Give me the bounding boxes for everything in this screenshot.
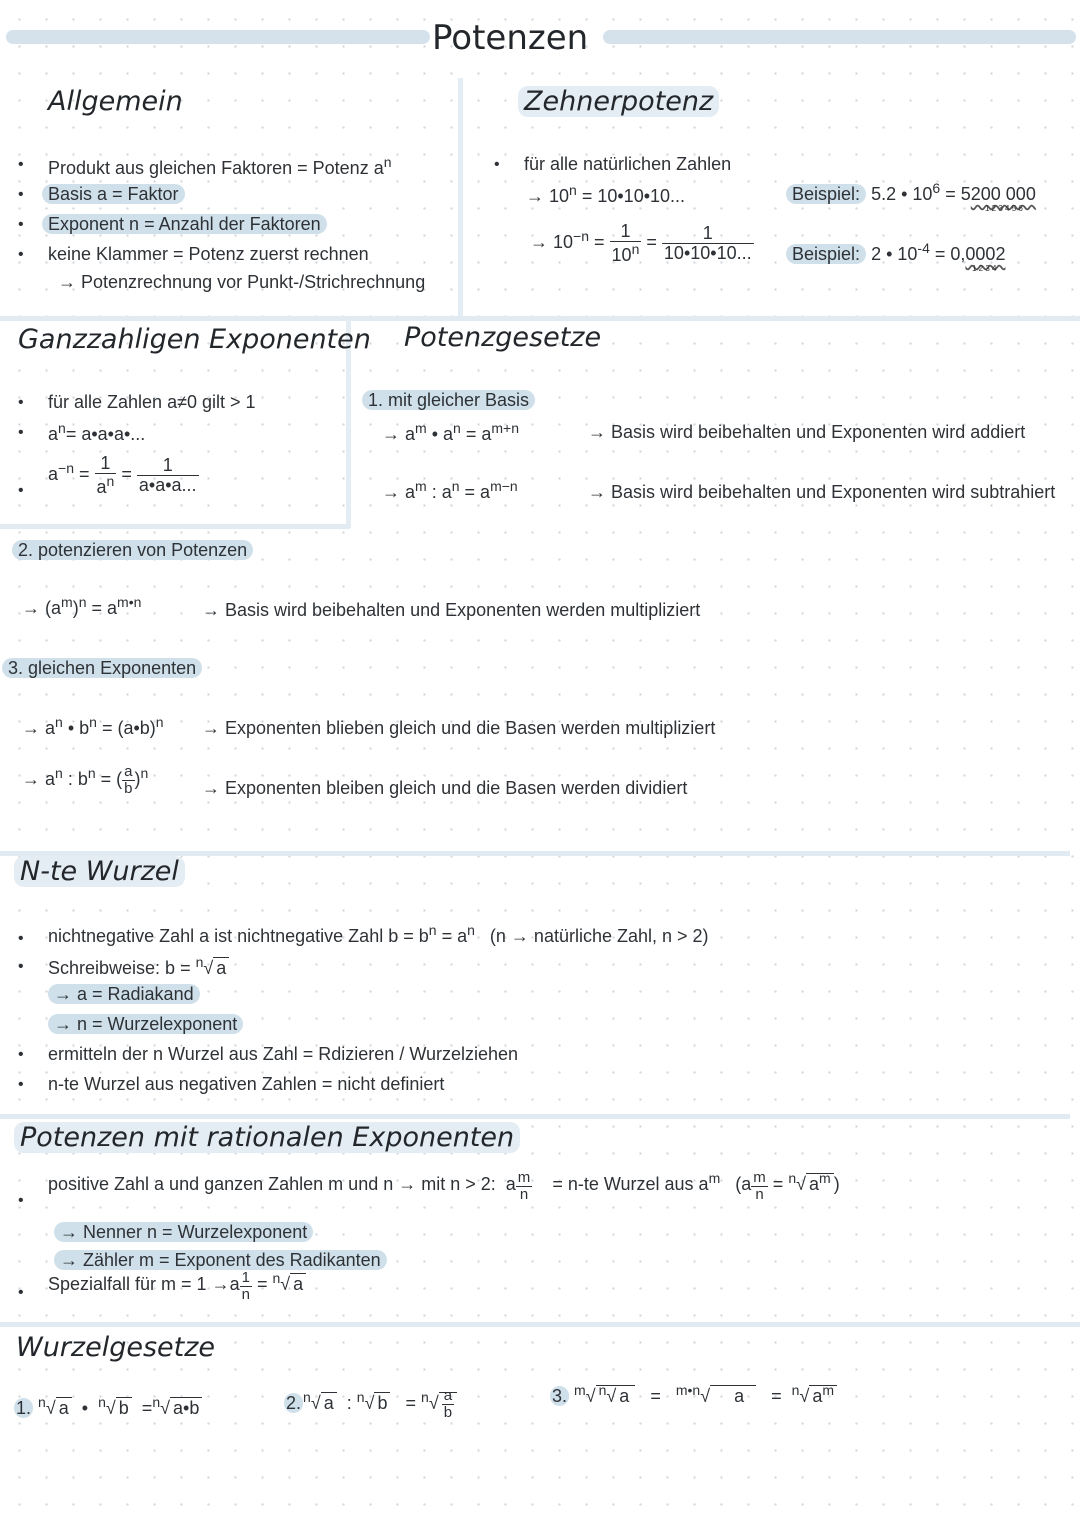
g-r1f2-s2: n <box>451 478 460 494</box>
rational-i4-num: 1 <box>241 1269 250 1286</box>
ganz-f1-den-sup: n <box>106 472 115 489</box>
rational-i1-a: positive Zahl a und ganzen Zahlen m und n → mit n > 2: <box>48 1174 496 1194</box>
wurzel-i1-s1: n <box>428 922 437 938</box>
bullet: • <box>18 186 24 203</box>
zehner-l3-eq2: = <box>646 232 657 253</box>
ganz-f1-den-text: a <box>96 476 107 497</box>
g-r1f1: → a <box>382 424 416 444</box>
ganz-item-2 <box>48 420 145 445</box>
allgemein-item-3-text: Exponent n = Anzahl der Faktoren <box>42 214 327 234</box>
zehner-ex1-sup: 6 <box>932 180 941 196</box>
ganz-f2-den: a•a•a... <box>138 474 197 495</box>
wurzel-i2-rad: a <box>213 957 229 978</box>
divider-h1 <box>0 316 1080 321</box>
g-r1f2-c: = a <box>464 482 491 502</box>
bullet: • <box>18 216 24 233</box>
allgemein-item-3 <box>42 214 327 235</box>
wurzel-item-2: Schreibweise: b = $^n$√ a <box>48 954 229 979</box>
zehner-ex2-a: 2 • 10 <box>871 244 918 264</box>
ganz-i3-eq: = <box>79 464 90 485</box>
ganz-f1-num: 1 <box>95 454 117 474</box>
ganz-f2-num: 1 <box>137 456 199 476</box>
wurzel-i1-a: nichtnegative Zahl a ist nichtnegative Zahl b <box>48 926 399 946</box>
rational-item-1: positive Zahl a und ganzen Zahlen m und n → mit n > 2: a $\frac{m}{n}$ = n-te Wurzel aus $a^m$ (a $\frac{m}{n}$ = $^n$√ $a^m$ ) <box>48 1169 840 1203</box>
gesetze-r3-text-2: → Exponenten bleiben gleich und die Basen werden dividiert <box>202 778 688 798</box>
g-r1f1-s2: n <box>453 420 461 436</box>
g-r3f2-num: a <box>124 763 133 780</box>
bullet: • <box>18 1284 24 1301</box>
rational-i4-den: n <box>241 1285 250 1303</box>
rational-i4-frac <box>240 1270 252 1303</box>
gesetze-r1-text-1: → Basis wird beibehalten und Exponenten wird addiert <box>588 422 1026 442</box>
zehner-ex2-b: = 0, <box>934 244 966 264</box>
rational-i4-idx: n <box>272 1270 281 1286</box>
gesetze-r3-formula-1 <box>22 714 164 739</box>
wg-l3-r2: a <box>710 1385 756 1406</box>
ganz-item-1: für alle Zahlen a≠0 gilt > 1 <box>48 392 256 412</box>
wurzel-i2-idx: n <box>195 954 204 970</box>
rational-i4-base: a <box>229 1274 240 1294</box>
wg-law-1: 1. $^n$√ a • $^n$√ b =$^n$√ a•b <box>14 1394 202 1419</box>
g-r3f2: → a <box>22 769 56 789</box>
g-r3f2-s2: n <box>87 765 96 781</box>
wg-l3-outer: $^n$√ a <box>596 1385 636 1406</box>
wurzel-item-6: n-te Wurzel aus negativen Zahlen = nicht definiert <box>48 1074 445 1094</box>
zehner-ex1-a: 5.2 • 10 <box>871 184 933 204</box>
zehner-f2-den: 10•10•10... <box>663 242 752 263</box>
wg-l3-num: 3. <box>552 1386 568 1406</box>
gesetze-r1-formula-1 <box>382 420 519 445</box>
wg-l1-eq: = <box>141 1398 153 1418</box>
g-r2-b: ) <box>72 598 79 618</box>
ganz-i3-eq2: = <box>121 464 132 485</box>
g-r1f1-s3: m+n <box>491 420 519 436</box>
wg-l2-i2: n <box>356 1389 365 1405</box>
wurzel-i1-c: = a <box>441 926 468 946</box>
gesetze-r3-text-1: → Exponenten blieben gleich und die Basen werden multipliziert <box>202 718 716 738</box>
zehner-f1-den <box>610 242 642 265</box>
gesetze-r1-formula-2 <box>382 478 518 503</box>
wg-law-3: 3. $^m$√ $^n$√ a = $^{m•n}$√ a = $^n$√ $a^m$ <box>550 1382 837 1407</box>
wg-l2-fden: b <box>443 1403 453 1421</box>
ganz-frac-2 <box>137 456 199 495</box>
zehner-heading-text: Zehnerpotenz <box>518 86 719 117</box>
zehner-l2-arrow: → 10 <box>526 186 570 206</box>
bullet: • <box>18 1046 24 1063</box>
g-r1f2-s3: m−n <box>490 478 518 494</box>
wg-l3-r3 <box>809 1382 837 1406</box>
rational-item-3 <box>54 1250 387 1271</box>
gesetze-r3-label <box>2 658 202 679</box>
g-r3f2-den: b <box>124 779 133 797</box>
wurzel-item-4 <box>48 1014 243 1035</box>
zehner-frac-2 <box>662 224 754 263</box>
rational-i4-b: = <box>256 1274 268 1294</box>
allgemein-item-1 <box>48 154 392 179</box>
g-r1f1-b: • a <box>431 424 454 444</box>
divider-h2 <box>0 524 350 529</box>
wurzel-i2-a: Schreibweise: b = <box>48 958 191 978</box>
bullet: • <box>18 246 24 263</box>
rational-i1-prad-text: a <box>809 1174 820 1194</box>
wurzel-heading <box>14 856 185 887</box>
zehner-ex1-c: 200 000 <box>970 184 1036 204</box>
rational-heading-text: Potenzen mit rationalen Exponenten <box>14 1122 520 1153</box>
bullet: • <box>18 1076 24 1093</box>
wg-l1-i1: n <box>38 1394 46 1410</box>
gesetze-r3-formula-2 <box>22 764 148 797</box>
g-r2: → (a <box>22 598 62 618</box>
divider-h4 <box>0 1114 1070 1119</box>
wg-l1-i3: n <box>152 1394 161 1410</box>
g-r3f1-s1: n <box>55 714 63 730</box>
g-r3f2-s1: n <box>55 765 63 781</box>
wurzel-i1-b: = b <box>403 926 429 946</box>
rational-i1-s: m <box>708 1170 721 1186</box>
wg-l3-eq1: = <box>650 1386 661 1406</box>
bullet: • <box>494 156 500 173</box>
gesetze-r2-text: → Basis wird beibehalten und Exponenten werden multipliziert <box>202 600 701 620</box>
zehner-l2-rest: = 10•10•10... <box>581 186 686 206</box>
allgemein-item-2 <box>42 184 185 205</box>
ganz-i3-a: a <box>48 464 59 485</box>
wg-l3-i1: m <box>574 1382 586 1398</box>
divider-h5 <box>0 1322 1080 1327</box>
zehner-line-2 <box>526 182 685 207</box>
zehner-frac-1 <box>610 222 642 265</box>
wg-l3-r3-s: m <box>822 1382 835 1398</box>
ganz-i3-sup: −n <box>58 460 74 477</box>
zehner-ex2-marks: 1 2 3 4 <box>972 264 997 273</box>
g-r3f2-s3: n <box>140 765 149 781</box>
allgemein-item-1-text: Produkt aus gleichen Faktoren = Potenz a <box>48 158 384 178</box>
g-r3f2-b: : b <box>67 769 88 789</box>
page-title: Potenzen <box>432 18 589 58</box>
zehner-ex2-label: Beispiel: <box>786 244 866 264</box>
rational-heading <box>14 1122 520 1153</box>
wg-l1-r1: a <box>56 1397 72 1418</box>
zehner-f1-den-sup: n <box>631 240 640 257</box>
zehner-ex2-sup: -4 <box>917 240 930 256</box>
wg-l3-eq2: = <box>771 1386 782 1406</box>
g-r3f1-s3: n <box>155 714 164 730</box>
g-r1f2: → a <box>382 482 416 502</box>
wg-l2-frac <box>442 1388 454 1421</box>
wg-l2-num: 2. <box>286 1393 302 1413</box>
rational-i1-pnum: m <box>753 1169 766 1186</box>
wg-l2-rad <box>439 1387 457 1421</box>
wurzel-item-3 <box>48 984 200 1005</box>
rational-i1-p2: = <box>772 1174 784 1194</box>
g-r3f2-c: = ( <box>100 769 123 789</box>
allgemein-exp: n <box>383 154 392 170</box>
bullet: • <box>18 156 24 173</box>
allgemein-item-5: → Potenzrechnung vor Punkt-/Strichrechnung <box>58 272 426 292</box>
g-r3f1-s2: n <box>89 714 97 730</box>
zehner-f2-num: 1 <box>662 224 754 244</box>
wg-l2-i1: n <box>303 1389 311 1405</box>
rational-i4-a: Spezialfall für m = 1 → <box>48 1274 230 1294</box>
wg-l1-dot: • <box>81 1398 89 1418</box>
zehner-f1-num: 1 <box>610 222 642 242</box>
wg-l2-i3: n <box>421 1389 429 1405</box>
wg-l1-num: 1. <box>16 1398 32 1418</box>
wg-l2-r2: b <box>374 1392 390 1413</box>
title-bar-right <box>603 30 1076 44</box>
wg-law-2: 2. $^n$√ a : $^n$√ b = $^n$√ $\frac{a}{b}$ <box>284 1388 457 1421</box>
wurzel-item-4-text: → n = Wurzelexponent <box>48 1014 243 1034</box>
wg-heading: Wurzelgesetze <box>16 1332 215 1363</box>
wg-l3-r3-text: a <box>812 1386 823 1406</box>
rational-item-2-text: → Nenner n = Wurzelexponent <box>54 1222 313 1242</box>
zehner-example-1 <box>786 180 1036 205</box>
g-r1f2-b: : a <box>431 482 452 502</box>
g-r2-s2: n <box>78 594 87 610</box>
g-r1f1-s1: m <box>415 420 427 436</box>
rational-i1-p1: (a <box>735 1174 752 1194</box>
zehner-l3-arrow: → 10 <box>530 232 574 253</box>
g-r2-s3: m•n <box>117 594 142 610</box>
rational-i1-den: n <box>519 1185 529 1203</box>
ganz-frac-1 <box>95 454 117 497</box>
g-r1f1-c: = a <box>465 424 492 444</box>
rational-i1-pfrac <box>751 1170 768 1203</box>
g-r2-c: = a <box>91 598 118 618</box>
rational-i1-prad-s: m <box>819 1170 831 1186</box>
zehner-l2-sup: n <box>569 182 577 198</box>
bullet: • <box>18 482 24 499</box>
rational-i1-frac <box>516 1170 533 1203</box>
zehner-line-3 <box>530 222 754 265</box>
gesetze-r2-label <box>12 540 253 561</box>
divider-vertical-top <box>458 78 463 316</box>
allgemein-item-4: keine Klammer = Potenz zuerst rechnen <box>48 244 369 264</box>
rational-i1-b: = n-te Wurzel aus a <box>552 1174 709 1194</box>
zehner-heading <box>518 86 719 117</box>
bullet: • <box>18 958 24 975</box>
ganz-heading: Ganzzahligen Exponenten <box>18 324 371 355</box>
rational-i1-base: a <box>505 1174 516 1194</box>
rational-i1-p3: ) <box>833 1174 840 1194</box>
ganz-i2-b: = a•a•a•... <box>65 424 146 444</box>
g-r2-s1: m <box>61 594 73 610</box>
zehner-ex2-c: 0002 <box>965 244 1006 264</box>
wg-l3-i3: m•n <box>675 1382 701 1398</box>
g-r3f2-frac <box>122 764 134 797</box>
gesetze-r2-formula <box>22 594 141 619</box>
g-r3f1-c: = (a•b) <box>101 718 156 738</box>
title-bar-left <box>6 30 430 44</box>
wurzel-i1-d: (n → natürliche Zahl, n > 2) <box>489 926 709 946</box>
wurzel-i1-s2: n <box>467 922 475 938</box>
ganz-i2-sup: n <box>58 420 66 436</box>
rational-item-2 <box>54 1222 313 1243</box>
wurzel-item-3-text: → a = Radiakand <box>48 984 200 1004</box>
g-r3f2-d: ) <box>134 769 141 789</box>
gesetze-r3-label-text: 3. gleichen Exponenten <box>2 658 202 678</box>
wg-l1-r3: a•b <box>170 1397 202 1418</box>
wurzel-item-1 <box>48 922 709 947</box>
bullet: • <box>18 930 24 947</box>
rational-i1-num: m <box>517 1169 531 1186</box>
rational-i1-pden: n <box>755 1185 764 1203</box>
zehner-example-2 <box>786 240 1005 265</box>
wg-l2-eq: = <box>405 1393 416 1413</box>
rational-i1-prad <box>806 1170 834 1194</box>
zehner-ex1-b: = 5 <box>945 184 971 204</box>
g-r1f2-s1: m <box>415 478 427 494</box>
wg-l3-i4: n <box>791 1382 800 1398</box>
bullet: • <box>18 1192 24 1209</box>
gesetze-r1-label <box>362 390 535 411</box>
wg-l2-fnum: a <box>443 1387 453 1404</box>
zehner-ex1-label: Beispiel: <box>786 184 866 204</box>
g-r3f1-b: • b <box>67 718 90 738</box>
gesetze-r1-label-text: 1. mit gleicher Basis <box>362 390 535 410</box>
g-r3f1: → a <box>22 718 56 738</box>
wg-l3-i2: n <box>598 1382 607 1398</box>
zehner-f1-den-text: 10 <box>611 244 632 265</box>
wg-l2-col: : <box>346 1393 352 1413</box>
rational-item-3-text: → Zähler m = Exponent des Radikanten <box>54 1250 387 1270</box>
wg-l3-r1: a <box>616 1385 632 1406</box>
wurzel-item-5: ermitteln der n Wurzel aus Zahl = Rdizieren / Wurzelziehen <box>48 1044 519 1064</box>
rational-i4-rad: a <box>290 1273 306 1294</box>
ganz-item-3 <box>48 454 199 497</box>
gesetze-r1-text-2: → Basis wird beibehalten und Exponenten wird subtrahiert <box>588 482 1056 502</box>
rational-i1-pidx: n <box>788 1170 797 1186</box>
ganz-i2-a: a <box>48 424 59 444</box>
zehner-l3-sup: −n <box>573 228 589 245</box>
rational-item-4: Spezialfall für m = 1 →a $\frac{1}{n}$ = $^n$√ a <box>48 1270 306 1303</box>
wg-l1-i2: n <box>98 1394 106 1410</box>
wurzel-heading-text: N-te Wurzel <box>14 856 185 887</box>
wg-l1-r2: b <box>116 1397 132 1418</box>
gesetze-heading: Potenzgesetze <box>404 322 602 353</box>
bullet: • <box>18 394 24 411</box>
allgemein-heading: Allgemein <box>48 86 183 117</box>
gesetze-r2-label-text: 2. potenzieren von Potenzen <box>12 540 253 560</box>
ganz-f1-den <box>95 474 117 497</box>
zehner-line-1: für alle natürlichen Zahlen <box>524 154 732 174</box>
bullet: • <box>18 424 24 441</box>
zehner-l3-eq: = <box>594 232 605 253</box>
allgemein-item-2-text: Basis a = Faktor <box>42 184 185 204</box>
zehner-ex1-marks: 1 2 3 4 5 6 <box>985 204 1023 213</box>
wg-l2-r1: a <box>321 1392 337 1413</box>
